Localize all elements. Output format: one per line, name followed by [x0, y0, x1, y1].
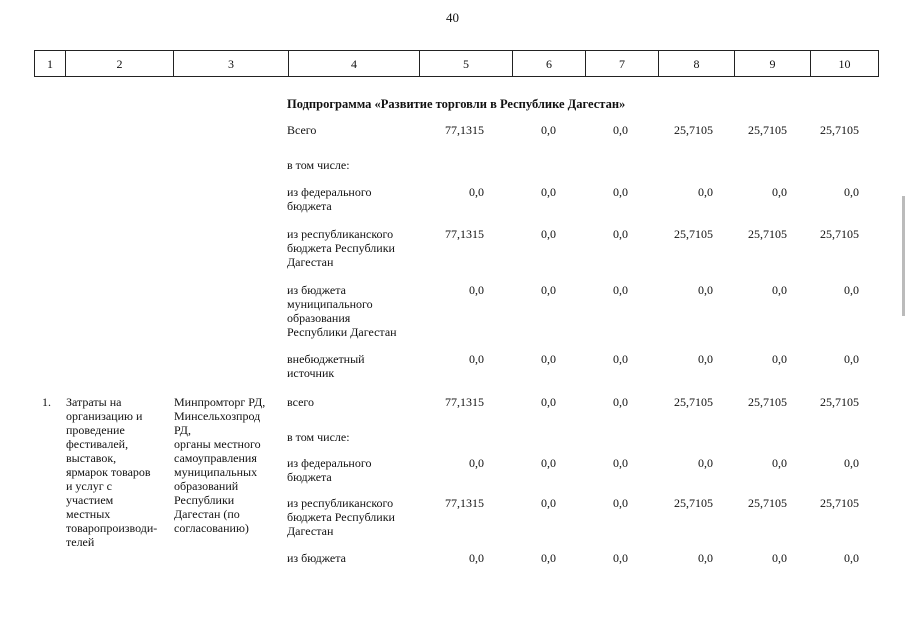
header-col-10: 10 [811, 51, 879, 77]
value-cell: 0,0 [698, 283, 713, 297]
value-cell: 0,0 [613, 551, 628, 565]
value-cell: 25,7105 [820, 123, 859, 137]
value-cell: 25,7105 [674, 123, 713, 137]
value-cell: 25,7105 [748, 395, 787, 409]
value-cell: 77,1315 [445, 496, 484, 510]
row-label: из федерального бюджета [287, 185, 372, 213]
value-cell: 0,0 [541, 352, 556, 366]
value-cell: 0,0 [541, 185, 556, 199]
value-cell: 0,0 [844, 283, 859, 297]
value-cell: 0,0 [772, 352, 787, 366]
header-col-5: 5 [420, 51, 513, 77]
item-executors: Минпромторг РД, Минсельхозпрод РД, органы местного самоуправления муниципальных образований Республики Дагестан (по согласованию) [174, 395, 266, 535]
value-cell: 77,1315 [445, 395, 484, 409]
item-name: Затраты на организацию и проведение фестивалей, выставок, ярмарок товаров и услуг с участием местных товаропроизводи- телей [66, 395, 158, 549]
value-cell: 25,7105 [674, 227, 713, 241]
row-label: в том числе: [287, 430, 350, 444]
value-cell: 0,0 [613, 123, 628, 137]
value-cell: 0,0 [541, 551, 556, 565]
value-cell: 0,0 [613, 395, 628, 409]
value-cell: 25,7105 [748, 496, 787, 510]
value-cell: 0,0 [613, 352, 628, 366]
value-cell: 77,1315 [445, 123, 484, 137]
subprogram-title: Подпрограмма «Развитие торговли в Республике Дагестан» [287, 97, 626, 111]
header-col-8: 8 [659, 51, 735, 77]
row-label: всего [287, 395, 315, 409]
header-col-9: 9 [735, 51, 811, 77]
value-cell: 0,0 [698, 185, 713, 199]
value-cell: 0,0 [613, 456, 628, 470]
value-cell: 0,0 [469, 456, 484, 470]
value-cell: 25,7105 [748, 227, 787, 241]
value-cell: 0,0 [844, 456, 859, 470]
value-cell: 25,7105 [820, 227, 859, 241]
value-cell: 0,0 [698, 352, 713, 366]
value-cell: 0,0 [469, 185, 484, 199]
value-cell: 0,0 [772, 185, 787, 199]
header-col-2: 2 [66, 51, 174, 77]
row-label: Всего [287, 123, 317, 137]
value-cell: 0,0 [698, 456, 713, 470]
value-cell: 0,0 [698, 551, 713, 565]
value-cell: 0,0 [541, 496, 556, 510]
value-cell: 0,0 [469, 283, 484, 297]
value-cell: 0,0 [844, 185, 859, 199]
value-cell: 0,0 [613, 185, 628, 199]
row-label: внебюджетный источник [287, 352, 365, 380]
value-cell: 0,0 [844, 352, 859, 366]
value-cell: 0,0 [469, 551, 484, 565]
value-cell: 0,0 [613, 283, 628, 297]
row-label: в том числе: [287, 158, 350, 172]
row-label: из бюджета муниципального образования Республики Дагестан [287, 283, 397, 339]
value-cell: 0,0 [772, 456, 787, 470]
page-number: 40 [446, 10, 459, 25]
row-label: из бюджета [287, 551, 346, 565]
row-label: из республиканского бюджета Республики Дагестан [287, 227, 395, 269]
header-col-1: 1 [35, 51, 66, 77]
header-col-4: 4 [289, 51, 420, 77]
value-cell: 0,0 [541, 456, 556, 470]
value-cell: 0,0 [772, 551, 787, 565]
value-cell: 0,0 [541, 283, 556, 297]
value-cell: 0,0 [613, 227, 628, 241]
value-cell: 0,0 [541, 227, 556, 241]
value-cell: 0,0 [772, 283, 787, 297]
value-cell: 25,7105 [820, 395, 859, 409]
value-cell: 25,7105 [674, 496, 713, 510]
value-cell: 0,0 [541, 123, 556, 137]
value-cell: 0,0 [613, 496, 628, 510]
row-label: из республиканского бюджета Республики Дагестан [287, 496, 395, 538]
row-label: из федерального бюджета [287, 456, 372, 484]
value-cell: 77,1315 [445, 227, 484, 241]
value-cell: 0,0 [541, 395, 556, 409]
value-cell: 25,7105 [748, 123, 787, 137]
item-number: 1. [42, 395, 51, 409]
value-cell: 0,0 [844, 551, 859, 565]
value-cell: 25,7105 [674, 395, 713, 409]
header-col-7: 7 [586, 51, 659, 77]
header-col-3: 3 [174, 51, 289, 77]
column-number-header [34, 50, 879, 77]
value-cell: 25,7105 [820, 496, 859, 510]
header-col-6: 6 [513, 51, 586, 77]
value-cell: 0,0 [469, 352, 484, 366]
